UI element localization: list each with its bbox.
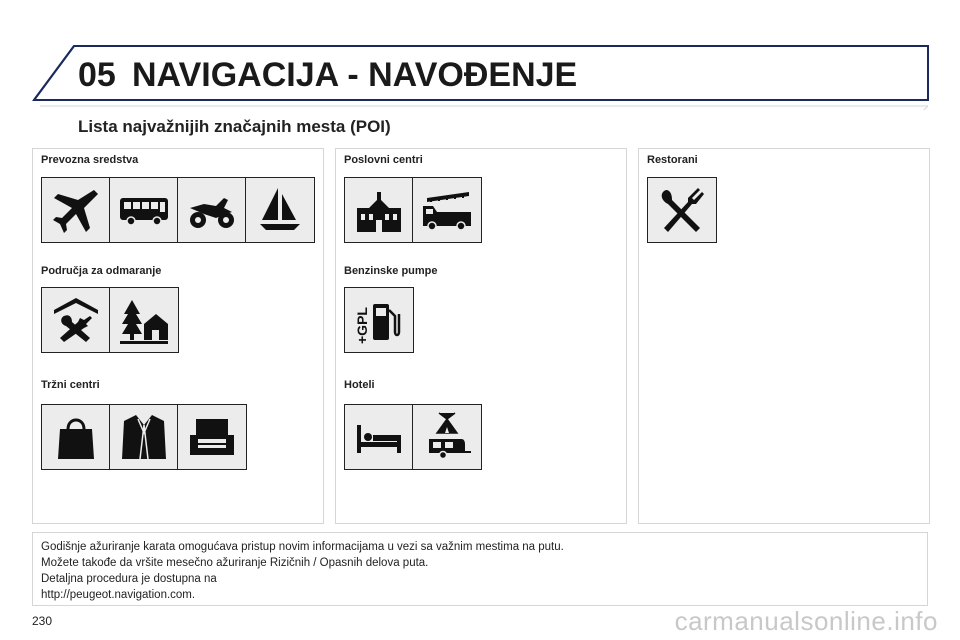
chapter-number: 05 <box>78 56 116 94</box>
section-title-transport: Prevozna sredstva <box>41 154 139 166</box>
section-title-rest-areas: Područja za odmaranje <box>41 265 162 277</box>
bed-icon <box>345 405 413 469</box>
column-2 <box>335 148 627 524</box>
business-icon-row <box>344 177 482 243</box>
jacket-icon <box>110 405 178 469</box>
watermark: carmanualsonline.info <box>674 606 938 636</box>
armchair-icon <box>178 405 246 469</box>
section-subtitle: Lista najvažnijih značajnih mesta (POI) <box>78 117 391 136</box>
fuel-stations-icon-row <box>344 287 414 353</box>
fork-knife-icon <box>648 178 716 242</box>
page-number: 230 <box>32 614 53 628</box>
column-1 <box>32 148 324 524</box>
town-hall-icon <box>345 178 413 242</box>
rest-area-restaurant-icon <box>42 288 110 352</box>
sailboat-icon <box>246 178 314 242</box>
column-3 <box>638 148 930 524</box>
section-title-restaurants: Restorani <box>647 154 698 166</box>
chapter-header <box>0 0 960 110</box>
update-note <box>32 532 928 606</box>
note-line-3: Detaljna procedura je dostupna na <box>41 573 217 585</box>
rest-area-trees-icon <box>110 288 178 352</box>
section-title-shopping: Tržni centri <box>41 379 100 391</box>
section-title-hotels: Hoteli <box>344 379 375 391</box>
motorcycle-icon <box>178 178 246 242</box>
section-title-business: Poslovni centri <box>344 154 423 166</box>
hotels-icon-row <box>344 404 482 470</box>
section-title-fuel-stations: Benzinske pumpe <box>344 265 438 277</box>
camping-caravan-icon <box>413 405 481 469</box>
note-line-4: http://peugeot.navigation.com. <box>41 589 196 601</box>
transport-icon-row <box>41 177 315 243</box>
shopping-bag-icon <box>42 405 110 469</box>
shopping-icon-row <box>41 404 247 470</box>
note-line-2: Možete takođe da vršite mesečno ažuriranje Rizičnih / Opasnih delova puta. <box>41 557 429 569</box>
airplane-icon <box>42 178 110 242</box>
gpl-fuel-pump-icon <box>345 288 413 352</box>
note-line-1: Godišnje ažuriranje karata omogućava pristup novim informacijama u vezi sa važnim mestima na putu. <box>41 541 564 553</box>
bus-icon <box>110 178 178 242</box>
restaurants-icon-row <box>647 177 717 243</box>
rest-areas-icon-row <box>41 287 179 353</box>
page-title: NAVIGACIJA - NAVOĐENJE <box>132 56 578 94</box>
gpl-label: +GPL <box>354 307 370 344</box>
fire-truck-icon <box>413 178 481 242</box>
